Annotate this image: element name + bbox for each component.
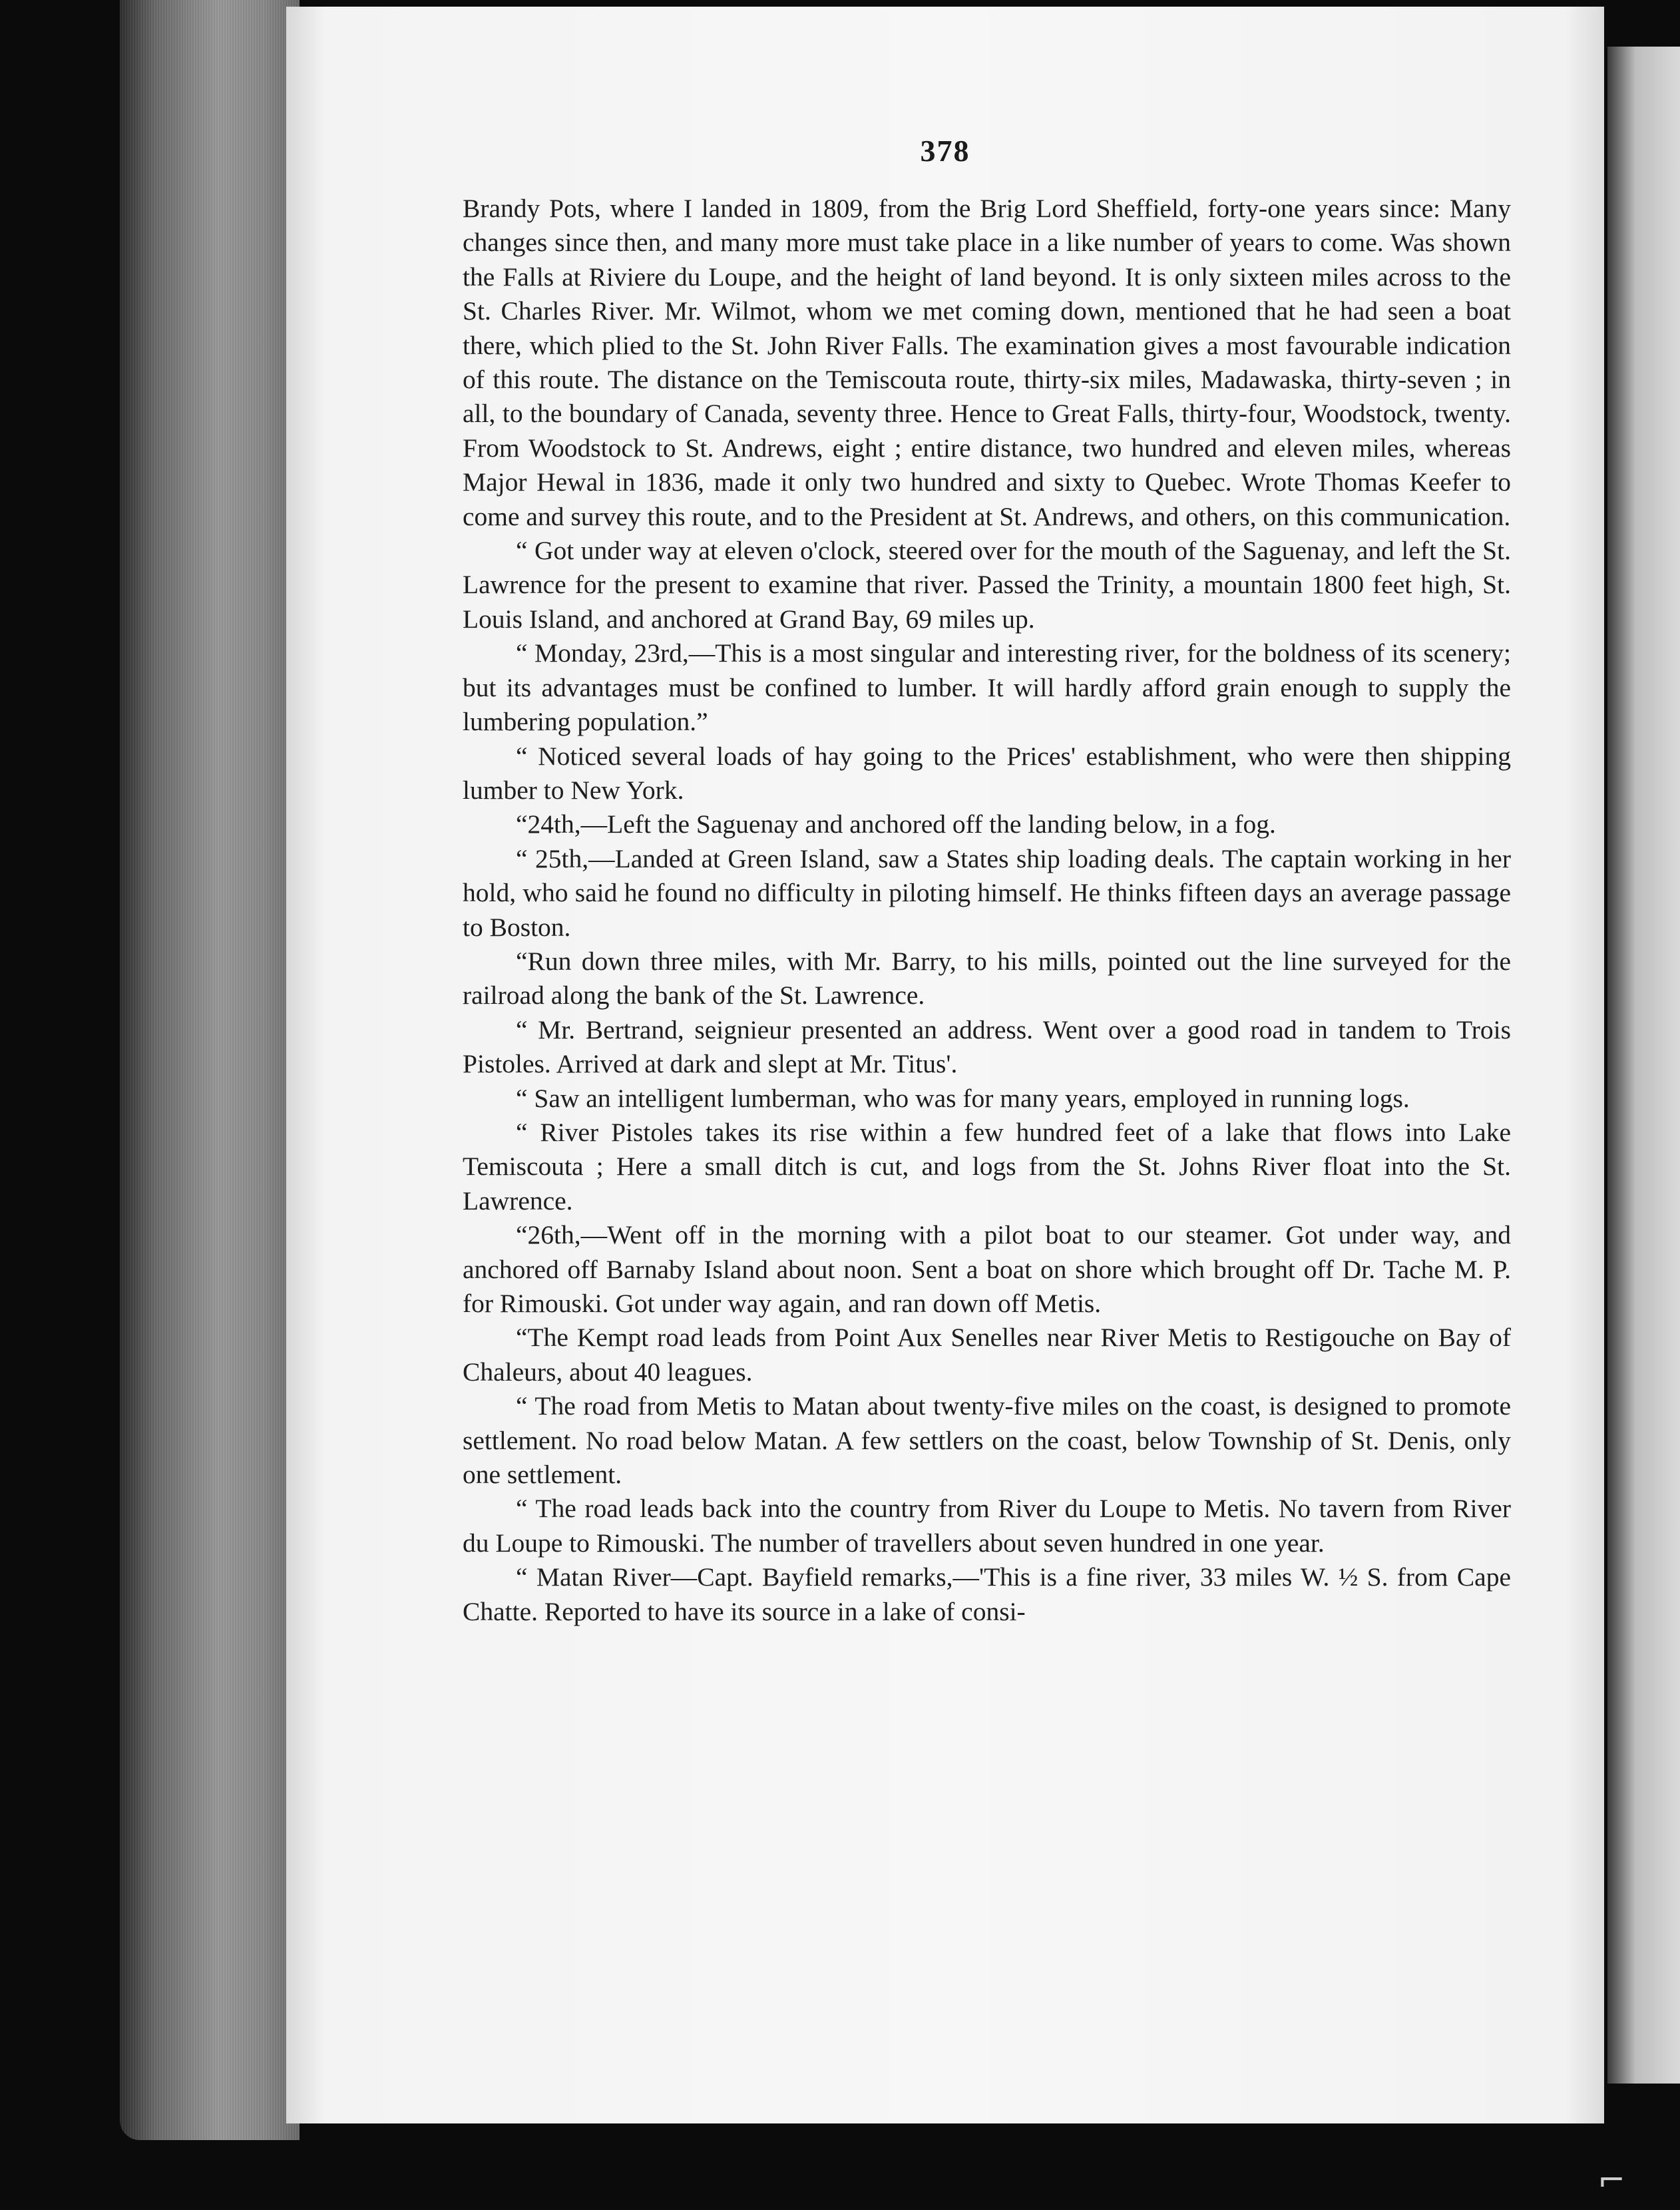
paragraph: “26th,—Went off in the morning with a pilot boat to our steamer. Got under way, and anchored off Barnaby Island about noon. Sent a boat on shore which brought off Dr. Tache M. P. for Rimouski. Got under way again, and ran down off Metis.: [463, 1220, 1511, 1318]
paragraph: “ 25th,—Landed at Green Island, saw a States ship loading deals. The captain working in her hold, who said he found no difficulty in piloting himself. He thinks fifteen days an average passage to Boston.: [463, 843, 1511, 942]
page-text-block: [463, 192, 1511, 1629]
paragraph: “ Got under way at eleven o'clock, steered over for the mouth of the Saguenay, and left the St. Lawrence for the present to examine that river. Passed the Trinity, a mountain 1800 feet high, St. Louis Island, and anchored at Grand Bay, 69 miles up.: [463, 536, 1511, 634]
paragraph: “ Mr. Bertrand, seignieur presented an address. Went over a good road in tandem to Trois Pistoles. Arrived at dark and slept at Mr. Titus'.: [463, 1014, 1511, 1079]
paragraph: “24th,—Left the Saguenay and anchored off the landing below, in a fog.: [516, 809, 1276, 839]
paragraph: “ Noticed several loads of hay going to the Prices' establishment, who were then shipping lumber to New York.: [463, 741, 1511, 805]
paragraph: “ Saw an intelligent lumberman, who was for many years, employed in running logs.: [516, 1083, 1410, 1113]
paragraph: “ The road from Metis to Matan about twenty-five miles on the coast, is designed to promote settlement. No road below Matan. A few settlers on the coast, below Township of St. Denis, only one settlement.: [463, 1391, 1511, 1490]
paragraph: “Run down three miles, with Mr. Barry, to his mills, pointed out the line surveyed for the railroad along the bank of the St. Lawrence.: [463, 946, 1511, 1010]
paragraph: “ River Pistoles takes its rise within a few hundred feet of a lake that flows into Lake Temiscouta ; Here a small ditch is cut, and logs from the St. Johns River float into the St. Lawrence.: [463, 1117, 1511, 1216]
page-number: 378: [920, 134, 970, 168]
paragraph: “ Monday, 23rd,—This is a most singular and interesting river, for the boldness of its scenery; but its advantages must be confined to lumber. It will hardly afford grain enough to supply the lumbering population.”: [463, 638, 1511, 737]
paragraph: “ The road leads back into the country from River du Loupe to Metis. No tavern from River du Loupe to Rimouski. The number of travellers about seven hundred in one year.: [463, 1494, 1511, 1558]
book-page-edges: [120, 0, 300, 2140]
paragraph: Brandy Pots, where I landed in 1809, from the Brig Lord Sheffield, forty-one years since: Many changes since then, and many more must take place in a like number of years to come. Was shown the Falls at Riviere du Loupe, and the height of land beyond. It is only sixteen miles across to the St. Charles River. Mr. Wilmot, whom we met coming down, mentioned that he had seen a boat there, which plied to the St. John River Falls. The examination gives a most favourable indication of this route. The distance on the Temiscouta route, thirty-six miles, Madawaska, thirty-seven ; in all, to the boundary of Canada, seventy three. Hence to Great Falls, thirty-four, Woodstock, twenty. From Woodstock to St. Andrews, eight ; entire distance, two hundred and eleven miles, whereas Major Hewal in 1836, made it only two hundred and sixty to Quebec. Wrote Thomas Keefer to come and survey this route, and to the President at St. Andrews, and others, on this communication.: [463, 194, 1511, 531]
scan-corner-mark-icon: ⌐: [1597, 2161, 1625, 2199]
paragraph: “The Kempt road leads from Point Aux Senelles near River Metis to Restigouche on Bay of Chaleurs, about 40 leagues.: [463, 1323, 1511, 1387]
paragraph: “ Matan River—Capt. Bayfield remarks,—'This is a fine river, 33 miles W. ½ S. from Cape Chatte. Reported to have its source in a lake of consi-: [463, 1562, 1511, 1626]
facing-page-edge: [1607, 47, 1680, 2084]
book-page: [286, 7, 1604, 2123]
